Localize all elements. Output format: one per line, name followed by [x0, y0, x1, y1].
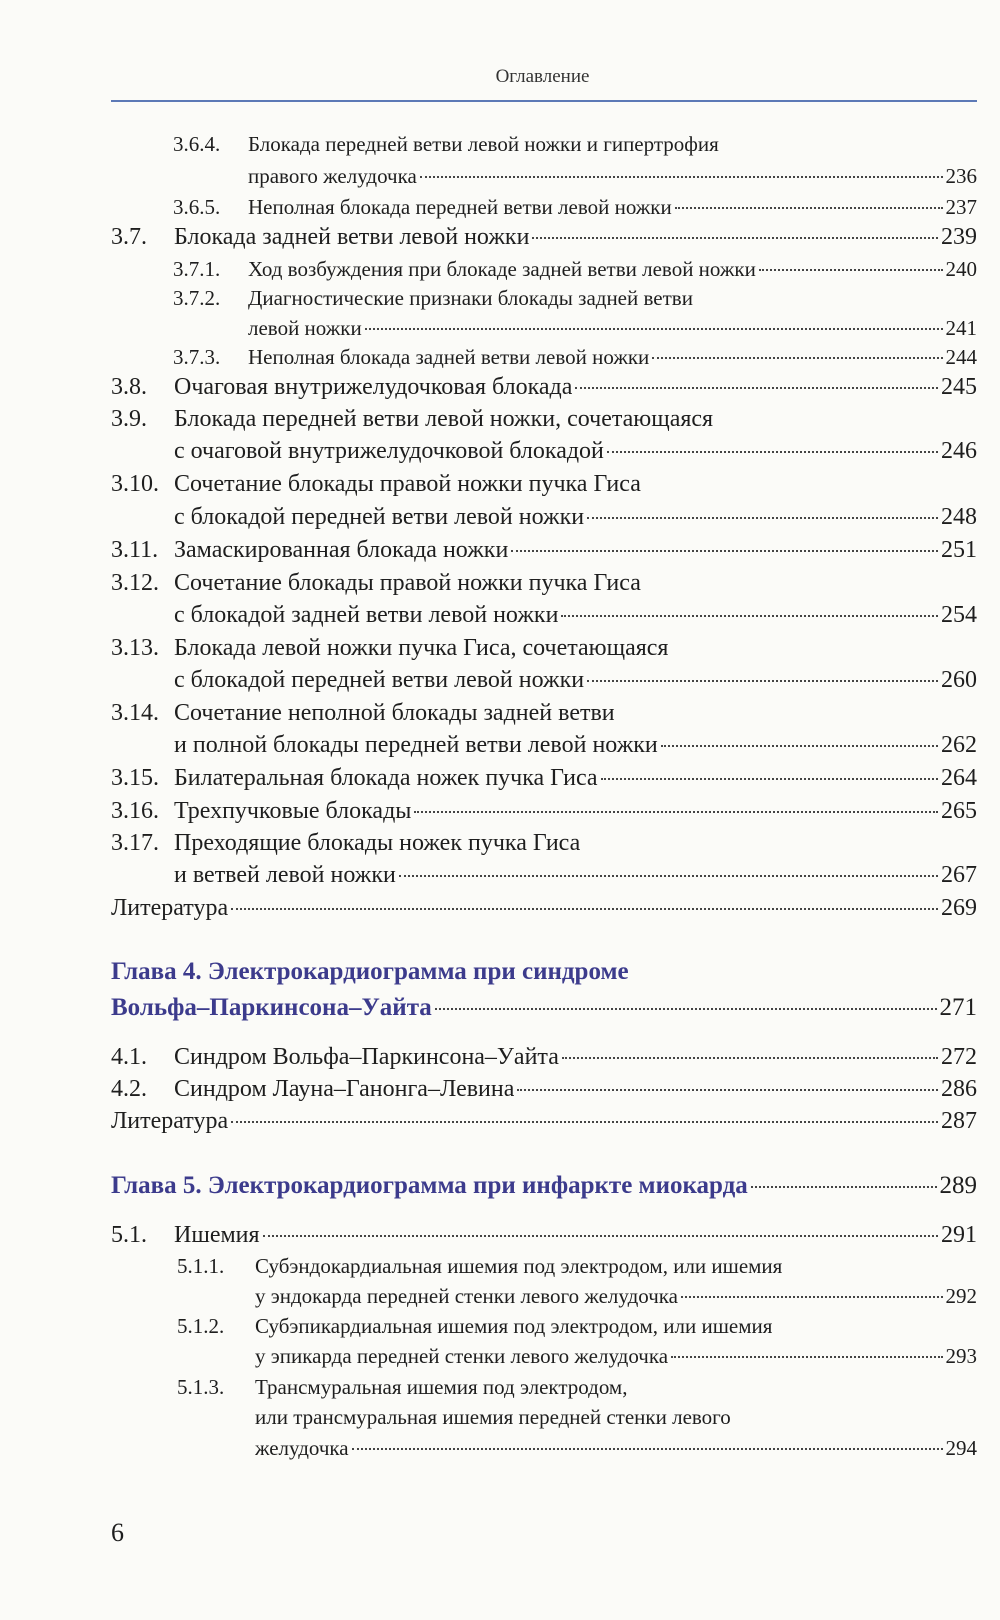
toc-entry-number: 5.1.1.: [177, 1254, 225, 1278]
toc-entry-title: Блокада левой ножки пучка Гиса, сочетающаяся: [174, 635, 669, 661]
toc-page-number: 272: [941, 1044, 977, 1070]
toc-entry-title: с блокадой передней ветви левой ножки: [174, 667, 585, 693]
dot-leader: [661, 744, 938, 747]
toc-page-number: 289: [939, 1172, 977, 1199]
toc-entry-title: Блокада передней ветви левой ножки, сочетающаяся: [174, 406, 714, 432]
toc-entry-title: Ход возбуждения при блокаде задней ветви левой ножки: [248, 257, 756, 281]
dot-leader: [517, 1088, 938, 1091]
toc-entry[interactable]: [111, 1040, 977, 1074]
dot-leader: [562, 1056, 938, 1059]
toc-entry[interactable]: [111, 341, 977, 373]
toc-entry-title: Билатеральная блокада ножек пучка Гиса: [174, 765, 598, 791]
toc-page-number: 251: [941, 537, 977, 563]
toc-entry[interactable]: [111, 253, 977, 285]
toc-entry-title: Сочетание блокады правой ножки пучка Гиса: [174, 471, 641, 497]
dot-leader: [263, 1234, 938, 1237]
toc-entry-title: Синдром Лауна–Ганонга–Левина: [174, 1076, 515, 1102]
toc-entry-title: Замаскированная блокада ножки: [174, 537, 509, 563]
toc-entry-number: 3.9.: [111, 406, 147, 432]
dot-leader: [414, 810, 938, 813]
toc-entry-number: 3.12.: [111, 570, 159, 596]
toc-entry-references[interactable]: [111, 1104, 977, 1138]
header-rule: [111, 100, 977, 102]
toc-entry-title: Диагностические признаки блокады задней ветви: [248, 286, 693, 310]
toc-entry-title: с блокадой задней ветви левой ножки: [174, 602, 559, 628]
toc-entry-title: Трехпучковые блокады: [174, 798, 412, 824]
toc-entry-number: 3.13.: [111, 635, 159, 661]
dot-leader: [231, 907, 938, 910]
toc-page-number: 246: [941, 438, 977, 464]
toc-entry-title: желудочка: [255, 1436, 349, 1460]
toc-entry[interactable]: [111, 1340, 977, 1372]
toc-page-number: 244: [945, 345, 977, 369]
toc-entry-title: или трансмуральная ишемия передней стенки левого: [255, 1405, 731, 1429]
toc-entry[interactable]: [111, 500, 977, 534]
toc-entry-title: и полной блокады передней ветви левой ножки: [174, 732, 658, 758]
toc-entry[interactable]: [111, 761, 977, 795]
chapter-title: Вольфа–Паркинсона–Уайта: [111, 994, 432, 1021]
toc-entry-title: Блокада передней ветви левой ножки и гипертрофия: [248, 132, 719, 156]
toc-page-number: 265: [941, 798, 977, 824]
toc-entry-line: [111, 467, 977, 501]
toc-page-number: 240: [945, 257, 977, 281]
toc-entry-number: 3.7.1.: [173, 257, 221, 281]
toc-page-number: 236: [945, 164, 977, 188]
dot-leader: [671, 1355, 942, 1358]
toc-entry-line: [111, 128, 977, 160]
toc-page-number: 241: [945, 316, 977, 340]
toc-page-number: 237: [945, 195, 977, 219]
toc-page-number: 260: [941, 667, 977, 693]
chapter-heading[interactable]: [111, 990, 977, 1026]
toc-entry-title: с очаговой внутрижелудочковой блокадой: [174, 438, 604, 464]
toc-entry-title: с блокадой передней ветви левой ножки: [174, 504, 585, 530]
dot-leader: [532, 236, 938, 239]
toc-entry-line: [111, 282, 977, 314]
toc-entry-line: [111, 826, 977, 860]
toc-entry-line: [111, 1310, 977, 1342]
dot-leader: [231, 1120, 938, 1123]
toc-entry-line: [111, 566, 977, 600]
chapter-heading[interactable]: [111, 1168, 977, 1204]
dot-leader: [652, 356, 942, 359]
toc-entry-number: 3.11.: [111, 537, 159, 563]
toc-entry-number: 4.1.: [111, 1044, 147, 1070]
toc-page-number: 264: [941, 765, 977, 791]
toc-page-number: 248: [941, 504, 977, 530]
toc-page-number: 239: [941, 224, 977, 250]
toc-entry[interactable]: [111, 160, 977, 192]
toc-page-number: 292: [945, 1284, 977, 1308]
toc-entry-title: Синдром Вольфа–Паркинсона–Уайта: [174, 1044, 559, 1070]
toc-entry[interactable]: [111, 1432, 977, 1464]
toc-page-number: 271: [939, 994, 977, 1021]
toc-entry-line: [111, 1371, 977, 1403]
toc-entry-number: 3.7.: [111, 224, 147, 250]
toc-entry-title: Субэндокардиальная ишемия под электродом, или ишемия: [255, 1254, 783, 1278]
running-header: Оглавление: [495, 66, 590, 87]
toc-entry-number: 3.6.4.: [173, 132, 221, 156]
toc-entry[interactable]: [111, 728, 977, 762]
toc-entry-references[interactable]: [111, 891, 977, 925]
toc-page-number: 294: [945, 1436, 977, 1460]
toc-entry-line: [111, 1401, 977, 1433]
toc-entry-title: у эпикарда передней стенки левого желудочка: [255, 1344, 669, 1368]
toc-entry-number: 3.14.: [111, 700, 159, 726]
toc-entry-title: Неполная блокада задней ветви левой ножки: [248, 345, 650, 369]
toc-entry-number: 5.1.2.: [177, 1314, 225, 1338]
toc-entry[interactable]: [111, 858, 977, 892]
toc-entry[interactable]: [111, 312, 977, 344]
toc-entry[interactable]: [111, 1280, 977, 1312]
toc-page-number: 245: [941, 374, 977, 400]
toc-page-number: 287: [941, 1108, 977, 1134]
toc-entry[interactable]: [111, 533, 977, 567]
dot-leader: [587, 679, 938, 682]
toc-entry-line: [111, 402, 977, 436]
toc-entry-title: Субэпикардиальная ишемия под электродом, или ишемия: [255, 1314, 773, 1338]
toc-entry-title: Блокада задней ветви левой ножки: [174, 224, 530, 250]
toc-entry-number: 4.2.: [111, 1076, 147, 1102]
toc-page-number: 262: [941, 732, 977, 758]
toc-page-number: 267: [941, 862, 977, 888]
toc-entry-line: [111, 631, 977, 665]
dot-leader: [561, 614, 938, 617]
toc-entry-title: правого желудочка: [248, 164, 417, 188]
toc-entry[interactable]: [111, 191, 977, 223]
toc-entry-title: Сочетание блокады правой ножки пучка Гиса: [174, 570, 641, 596]
toc-entry-number: 3.17.: [111, 830, 159, 856]
dot-leader: [675, 206, 943, 209]
toc-entry-title: Сочетание неполной блокады задней ветви: [174, 700, 615, 726]
page-number: 6: [111, 1518, 124, 1547]
toc-entry-number: 5.1.3.: [177, 1375, 225, 1399]
toc-entry-title: и ветвей левой ножки: [174, 862, 396, 888]
toc-entry-title: Неполная блокада передней ветви левой ножки: [248, 195, 672, 219]
toc-entry[interactable]: [111, 1072, 977, 1106]
toc-page-number: 269: [941, 895, 977, 921]
chapter-title: Глава 5. Электрокардиограмма при инфаркте миокарда: [111, 1172, 748, 1199]
toc-entry[interactable]: [111, 370, 977, 404]
toc-entry-number: 5.1.: [111, 1222, 147, 1248]
toc-entry-title: Литература: [111, 1108, 229, 1134]
toc-entry-title: у эндокарда передней стенки левого желудочка: [255, 1284, 678, 1308]
chapter-title: Глава 4. Электрокардиограмма при синдроме: [111, 958, 629, 985]
toc-page-number: 286: [941, 1076, 977, 1102]
toc-entry-number: 3.6.5.: [173, 195, 221, 219]
toc-entry-title: Ишемия: [174, 1222, 260, 1248]
toc-entry-number: 3.15.: [111, 765, 159, 791]
toc-page-number: 254: [941, 602, 977, 628]
toc-entry-title: левой ножки: [248, 316, 362, 340]
toc-entry[interactable]: [111, 434, 977, 468]
toc-page-number: 291: [941, 1222, 977, 1248]
toc-entry-number: 3.7.3.: [173, 345, 221, 369]
toc-entry-number: 3.10.: [111, 471, 159, 497]
dot-leader: [511, 549, 938, 552]
dot-leader: [681, 1295, 943, 1298]
dot-leader: [607, 450, 938, 453]
chapter-heading-line: [111, 954, 977, 990]
dot-leader: [365, 327, 943, 330]
toc-entry-number: 3.7.2.: [173, 286, 221, 310]
toc-entry[interactable]: [111, 598, 977, 632]
toc-entry-line: [111, 1250, 977, 1282]
toc-page-number: 293: [945, 1344, 977, 1368]
toc-entry-line: [111, 696, 977, 730]
toc-entry-number: 3.8.: [111, 374, 147, 400]
toc-entry-title: Трансмуральная ишемия под электродом,: [255, 1375, 628, 1399]
toc-entry[interactable]: [111, 1218, 977, 1252]
toc-entry[interactable]: [111, 663, 977, 697]
dot-leader: [420, 175, 943, 178]
dot-leader: [751, 1185, 937, 1188]
dot-leader: [575, 386, 938, 389]
dot-leader: [352, 1447, 943, 1450]
dot-leader: [601, 777, 938, 780]
toc-entry-title: Литература: [111, 895, 229, 921]
toc-entry-title: Очаговая внутрижелудочковая блокада: [174, 374, 573, 400]
dot-leader: [587, 516, 938, 519]
toc-entry-number: 3.16.: [111, 798, 159, 824]
dot-leader: [435, 1007, 937, 1010]
toc-entry-title: Преходящие блокады ножек пучка Гиса: [174, 830, 581, 856]
toc-entry[interactable]: [111, 794, 977, 828]
dot-leader: [399, 874, 938, 877]
dot-leader: [759, 268, 943, 271]
toc-entry[interactable]: [111, 220, 977, 254]
